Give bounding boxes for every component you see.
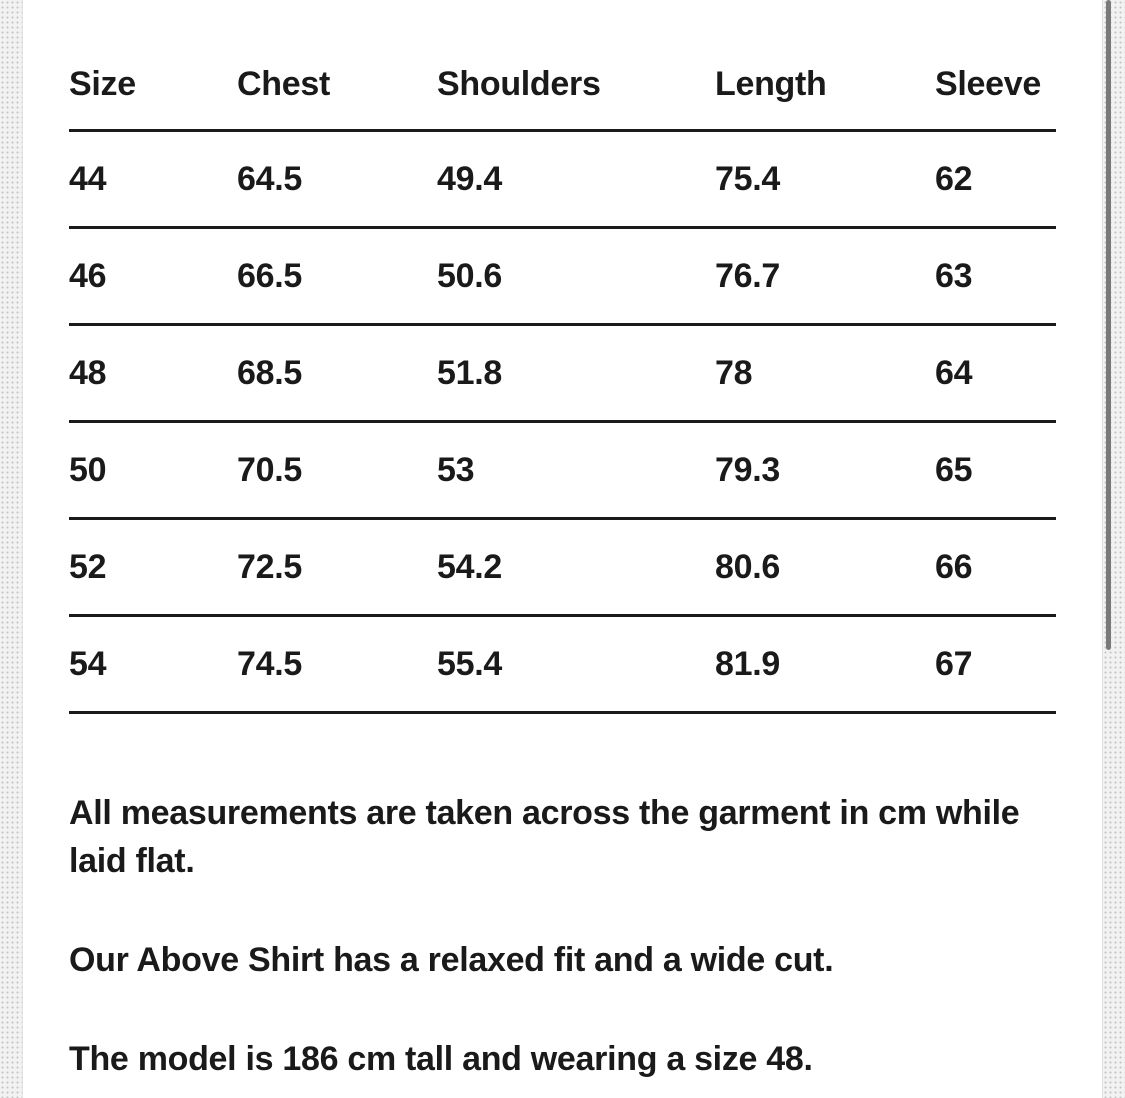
table-row	[69, 228, 1056, 325]
table-row	[69, 422, 1056, 519]
size-chart-table	[69, 42, 1056, 714]
table-row	[69, 131, 1056, 228]
cell-chest: 72.5	[237, 519, 437, 616]
cell-chest: 74.5	[237, 616, 437, 713]
cell-length: 79.3	[715, 422, 935, 519]
cell-length: 75.4	[715, 131, 935, 228]
cell-sleeve: 65	[935, 422, 1056, 519]
cell-size: 52	[69, 519, 237, 616]
size-notes	[69, 789, 1056, 1083]
scrollbar-thumb[interactable]	[1106, 0, 1111, 650]
column-header-length: Length	[715, 42, 935, 131]
cell-shoulders: 50.6	[437, 228, 715, 325]
cell-shoulders: 49.4	[437, 131, 715, 228]
cell-shoulders: 51.8	[437, 325, 715, 422]
model-note: The model is 186 cm tall and wearing a size 48.	[69, 1040, 813, 1078]
measurement-note: All measurements are taken across the garment in cm while laid flat.	[69, 794, 1020, 880]
cell-sleeve: 66	[935, 519, 1056, 616]
cell-sleeve: 62	[935, 131, 1056, 228]
column-header-chest: Chest	[237, 42, 437, 131]
cell-shoulders: 55.4	[437, 616, 715, 713]
cell-length: 80.6	[715, 519, 935, 616]
table-header-row	[69, 42, 1056, 131]
cell-shoulders: 53	[437, 422, 715, 519]
table-row	[69, 325, 1056, 422]
table-row	[69, 616, 1056, 713]
cell-chest: 68.5	[237, 325, 437, 422]
fit-note: Our Above Shirt has a relaxed fit and a wide cut.	[69, 941, 834, 979]
page-margin-left	[0, 0, 23, 1098]
cell-chest: 66.5	[237, 228, 437, 325]
cell-sleeve: 67	[935, 616, 1056, 713]
column-header-shoulders: Shoulders	[437, 42, 715, 131]
cell-length: 76.7	[715, 228, 935, 325]
cell-size: 46	[69, 228, 237, 325]
cell-sleeve: 63	[935, 228, 1056, 325]
column-header-size: Size	[69, 42, 237, 131]
cell-chest: 70.5	[237, 422, 437, 519]
cell-sleeve: 64	[935, 325, 1056, 422]
cell-length: 81.9	[715, 616, 935, 713]
cell-size: 50	[69, 422, 237, 519]
cell-size: 48	[69, 325, 237, 422]
cell-length: 78	[715, 325, 935, 422]
cell-size: 54	[69, 616, 237, 713]
size-guide-content	[69, 0, 1056, 1083]
column-header-sleeve: Sleeve	[935, 42, 1056, 131]
cell-chest: 64.5	[237, 131, 437, 228]
cell-shoulders: 54.2	[437, 519, 715, 616]
table-row	[69, 519, 1056, 616]
cell-size: 44	[69, 131, 237, 228]
